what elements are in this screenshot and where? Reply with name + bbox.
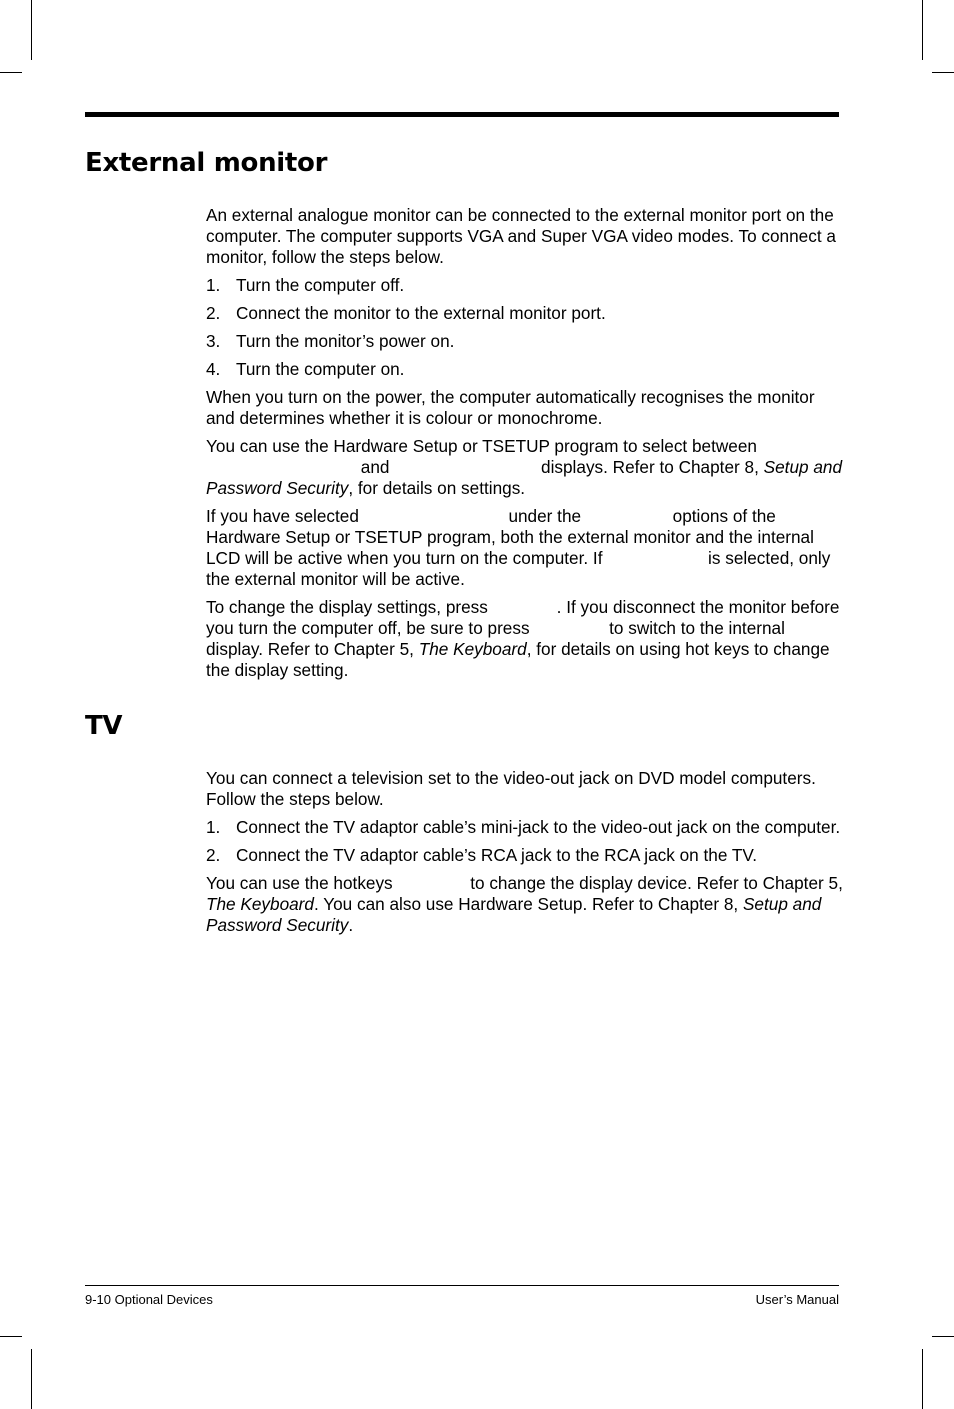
crop-mark: [932, 72, 954, 73]
list-item: 3. Turn the monitor’s power on.: [206, 331, 455, 351]
list-item: 2. Connect the TV adaptor cable’s RCA jack to the RCA jack on the TV.: [206, 845, 758, 865]
crop-mark: [0, 72, 22, 73]
crop-mark: [0, 1336, 22, 1337]
list-item: 4. Turn the computer on.: [206, 359, 405, 379]
chapter-reference: Setup and Password Security: [206, 457, 843, 498]
chapter-reference: The Keyboard: [206, 894, 314, 914]
footer-manual-label: User’s Manual: [755, 1292, 839, 1307]
footer-page-label: 9-10 Optional Devices: [85, 1292, 213, 1307]
power-paragraph: When you turn on the power, the computer automatically recognises the monitor and determines whether it is colour or monochrome.: [206, 387, 815, 428]
external-monitor-body: [206, 205, 846, 688]
list-item: 1. Turn the computer off.: [206, 275, 405, 295]
setup-paragraph: You can use the Hardware Setup or TSETUP program to select between and displays. Refer to Chapter 8, Setup and Password Security, for details on settings.: [206, 436, 843, 498]
intro-paragraph: An external analogue monitor can be connected to the external monitor port on the computer. The computer supports VGA and Super VGA video modes. To connect a monitor, follow the steps below.: [206, 205, 836, 267]
crop-mark: [31, 1349, 32, 1409]
header-rule: [85, 112, 839, 117]
tv-body: [206, 768, 846, 943]
list-item: 2. Connect the monitor to the external monitor port.: [206, 303, 606, 323]
section-title-tv: TV: [85, 711, 123, 741]
change-paragraph: To change the display settings, press . If you disconnect the monitor before you turn the computer off, be sure to press to switch to the internal display. Refer to Chapter 5, The Keyboard, for details on using hot keys to change the display setting.: [206, 597, 840, 680]
hotkeys-paragraph: You can use the hotkeys to change the display device. Refer to Chapter 5, The Keyboard. You can also use Hardware Setup. Refer to Chapter 8, Setup and Password Security.: [206, 873, 843, 935]
chapter-reference: Setup and Password Security: [206, 894, 822, 935]
intro-paragraph: You can connect a television set to the video-out jack on DVD model computers. Follow the steps below.: [206, 768, 816, 809]
section-title-external-monitor: External monitor: [85, 148, 328, 178]
crop-mark: [932, 1336, 954, 1337]
chapter-reference: The Keyboard: [418, 639, 527, 659]
crop-mark: [31, 0, 32, 60]
footer-rule: [85, 1285, 839, 1286]
crop-mark: [922, 0, 923, 60]
selected-paragraph: If you have selected under the options of the Hardware Setup or TSETUP program, both the external monitor and the internal LCD will be active when you turn on the computer. If is selected, only the external monitor will be active.: [206, 506, 831, 589]
list-item: 1. Connect the TV adaptor cable’s mini-jack to the video-out jack on the computer.: [206, 817, 841, 837]
crop-mark: [922, 1349, 923, 1409]
